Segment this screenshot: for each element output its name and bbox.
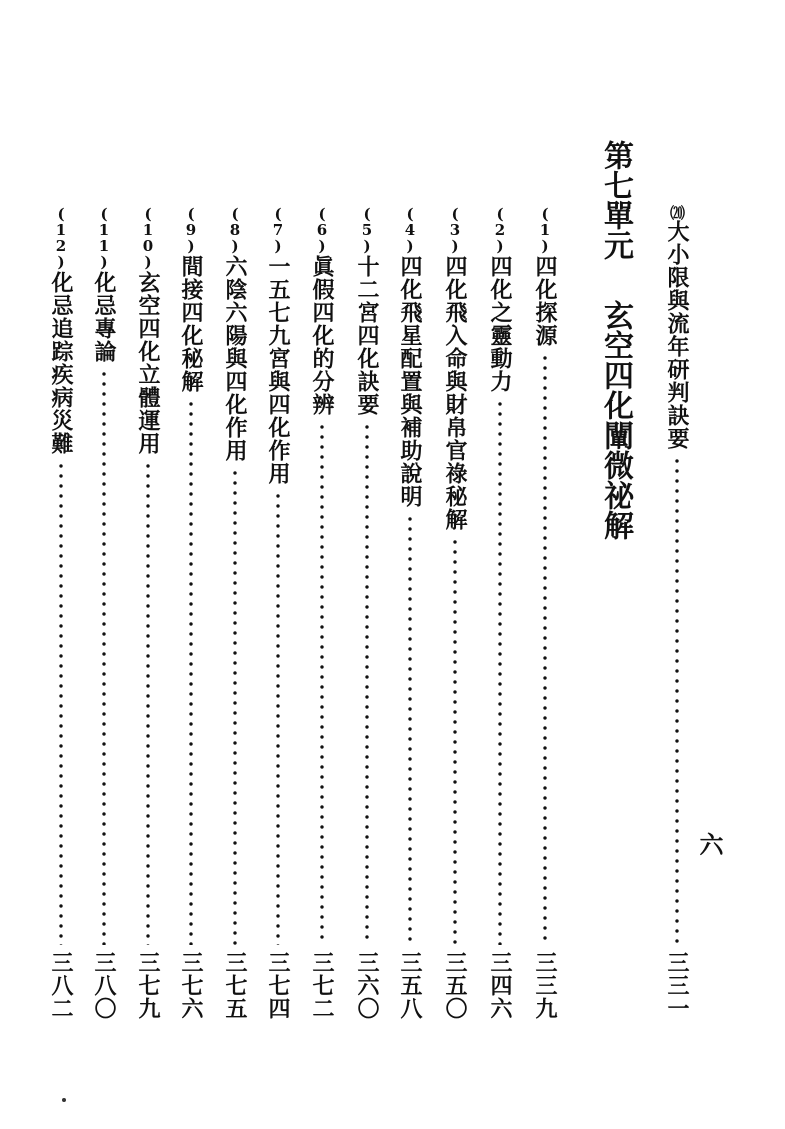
entry-number: (9) bbox=[182, 205, 200, 253]
entry-page: 三六〇 bbox=[354, 951, 380, 1020]
entry-number: (4) bbox=[401, 205, 419, 253]
toc-entry-1[interactable] bbox=[528, 205, 562, 1020]
chapter-heading bbox=[595, 140, 635, 540]
toc-entry-11[interactable] bbox=[87, 205, 121, 1020]
toc-entry-9[interactable] bbox=[174, 205, 208, 1020]
entry-number: (2) bbox=[491, 205, 509, 253]
entry-page: 三七四 bbox=[265, 951, 291, 1020]
entry-page: 三五〇 bbox=[442, 951, 468, 1020]
entry-number: ⒇ bbox=[668, 205, 686, 218]
dot-leader bbox=[674, 456, 680, 945]
entry-title: 十二宮四化訣要 bbox=[354, 255, 380, 416]
toc-entry-6[interactable] bbox=[305, 205, 339, 1020]
entry-title: 間接四化秘解 bbox=[178, 255, 204, 393]
entry-page: 三八〇 bbox=[91, 951, 117, 1020]
entry-number: (1) bbox=[536, 205, 554, 253]
entry-page: 三三一 bbox=[664, 951, 690, 1020]
dot-leader bbox=[319, 422, 325, 945]
toc-entry-2[interactable] bbox=[483, 205, 517, 1020]
toc-entry-3[interactable] bbox=[438, 205, 472, 1020]
entry-title: 六陰六陽與四化作用 bbox=[222, 255, 248, 462]
entry-title: 眞假四化的分辨 bbox=[309, 255, 335, 416]
entry-title: 一五七九宮與四化作用 bbox=[265, 255, 291, 485]
dot-leader bbox=[452, 537, 458, 945]
entry-page: 三八二 bbox=[48, 951, 74, 1020]
page-number: 六 bbox=[695, 832, 724, 856]
dot-leader bbox=[101, 369, 107, 945]
toc-entry-8[interactable] bbox=[218, 205, 252, 1020]
entry-title: 四化探源 bbox=[532, 255, 558, 347]
dot-leader bbox=[188, 399, 194, 945]
toc-entry-5[interactable] bbox=[350, 205, 384, 1020]
chapter-unit: 第七單元 bbox=[598, 140, 633, 260]
entry-number: (5) bbox=[358, 205, 376, 253]
print-speck bbox=[62, 1098, 66, 1102]
dot-leader bbox=[58, 461, 64, 945]
entry-number: (11) bbox=[95, 205, 113, 269]
dot-leader bbox=[145, 461, 151, 945]
entry-title: 四化之靈動力 bbox=[487, 255, 513, 393]
entry-number: (6) bbox=[313, 205, 331, 253]
dot-leader bbox=[407, 514, 413, 945]
entry-page: 三四六 bbox=[487, 951, 513, 1020]
entry-page: 三七五 bbox=[222, 951, 248, 1020]
entry-title: 大小限與流年研判訣要 bbox=[664, 220, 690, 450]
entry-number: (10) bbox=[139, 205, 157, 269]
entry-page: 三五八 bbox=[397, 951, 423, 1020]
entry-page: 三七六 bbox=[178, 951, 204, 1020]
entry-number: (7) bbox=[269, 205, 287, 253]
dot-leader bbox=[232, 468, 238, 945]
dot-leader bbox=[275, 491, 281, 945]
entry-title: 化忌專論 bbox=[91, 271, 117, 363]
entry-page: 三七九 bbox=[135, 951, 161, 1020]
toc-entry-7[interactable] bbox=[261, 205, 295, 1020]
dot-leader bbox=[364, 422, 370, 945]
toc-entry-10[interactable] bbox=[131, 205, 165, 1020]
entry-title: 玄空四化立體運用 bbox=[135, 271, 161, 455]
toc-entry-4[interactable] bbox=[393, 205, 427, 1020]
entry-number: (8) bbox=[226, 205, 244, 253]
entry-number: (12) bbox=[52, 205, 70, 269]
chapter-title: 玄空四化闡微祕解 bbox=[598, 300, 633, 540]
entry-title: 化忌追踪疾病災難 bbox=[48, 271, 74, 455]
toc-entry-12[interactable] bbox=[44, 205, 78, 1020]
entry-page: 三七二 bbox=[309, 951, 335, 1020]
entry-number: (3) bbox=[446, 205, 464, 253]
toc-entry-20[interactable] bbox=[660, 205, 694, 1020]
entry-title: 四化飛星配置與補助說明 bbox=[397, 255, 423, 508]
dot-leader bbox=[497, 399, 503, 945]
entry-page: 三三九 bbox=[532, 951, 558, 1020]
dot-leader bbox=[542, 353, 548, 945]
entry-title: 四化飛入命與財帛官祿秘解 bbox=[442, 255, 468, 531]
